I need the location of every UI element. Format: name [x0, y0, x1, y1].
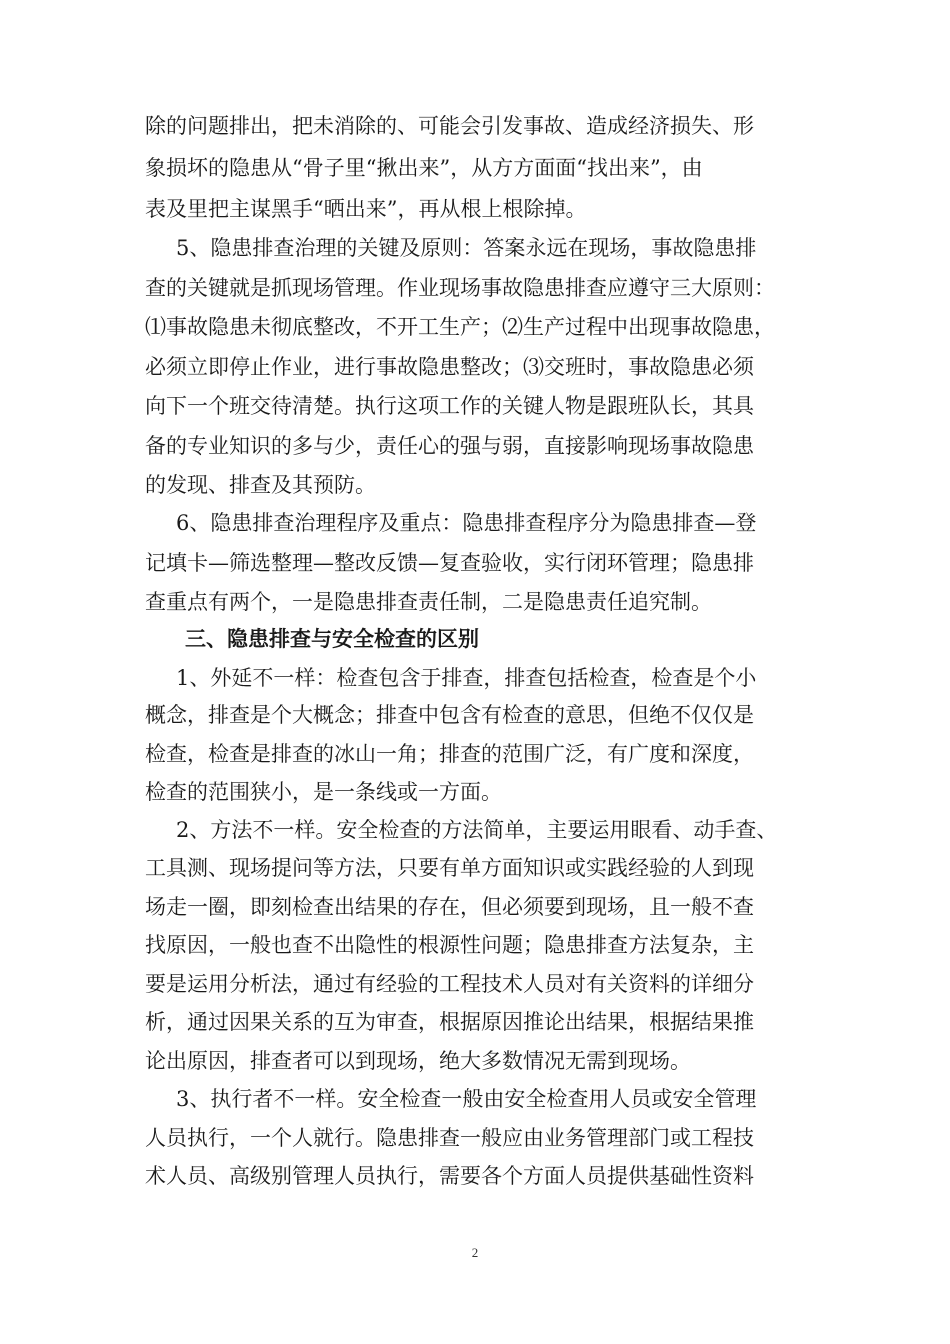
- text-line: 象损坏的隐患从“骨子里“揪出来”，从方方面面“找出来”，由: [145, 156, 703, 180]
- text-line: 备的专业知识的多与少，责任心的强与弱，直接影响现场事故隐患: [145, 434, 754, 458]
- text-line: 要是运用分析法，通过有经验的工程技术人员对有关资料的详细分: [145, 972, 754, 996]
- text-line: 查的关键就是抓现场管理。作业现场事故隐患排查应遵守三大原则：: [145, 276, 775, 300]
- text-line: 人员执行，一个人就行。隐患排查一般应由业务管理部门或工程技: [145, 1126, 754, 1150]
- text-line: 论出原因，排查者可以到现场，绝大多数情况无需到现场。: [145, 1049, 691, 1073]
- paragraph-2-start: 2、方法不一样。安全检查的方法简单，主要运用眼看、动手查、: [176, 818, 778, 842]
- text-line: ⑴事故隐患未彻底整改，不开工生产；⑵生产过程中出现事故隐患，: [145, 315, 775, 339]
- text-line: 析，通过因果关系的互为审查，根据原因推论出结果，根据结果推: [145, 1010, 754, 1034]
- text-line: 除的问题排出，把未消除的、可能会引发事故、造成经济损失、形: [145, 114, 754, 138]
- paragraph-6-start: 6、隐患排查治理程序及重点：隐患排查程序分为隐患排查—登: [176, 511, 757, 535]
- text-line: 场走一圈，即刻检查出结果的存在，但必须要到现场，且一般不查: [145, 895, 754, 919]
- text-line: 概念，排查是个大概念；排查中包含有检查的意思，但绝不仅仅是: [145, 703, 754, 727]
- paragraph-1-start: 1、外延不一样：检查包含于排查，排查包括检查，检查是个小: [176, 666, 757, 690]
- paragraph-3-start: 3、执行者不一样。安全检查一般由安全检查用人员或安全管理: [176, 1087, 757, 1111]
- text-line: 查重点有两个，一是隐患排查责任制，二是隐患责任追究制。: [145, 590, 712, 614]
- text-line: 表及里把主谋黑手“晒出来”，再从根上根除掉。: [145, 197, 587, 221]
- page-number: 2: [471, 1245, 479, 1260]
- text-line: 必须立即停止作业，进行事故隐患整改；⑶交班时，事故隐患必须: [145, 355, 754, 379]
- text-line: 工具测、现场提问等方法，只要有单方面知识或实践经验的人到现: [145, 856, 754, 880]
- text-line: 检查，检查是排查的冰山一角；排查的范围广泛，有广度和深度，: [145, 742, 754, 766]
- text-line: 向下一个班交待清楚。执行这项工作的关键人物是跟班队长，其具: [145, 394, 754, 418]
- text-line: 术人员、高级别管理人员执行，需要各个方面人员提供基础性资料: [145, 1164, 754, 1188]
- text-line: 找原因，一般也查不出隐性的根源性问题；隐患排查方法复杂，主: [145, 933, 754, 957]
- text-line: 记填卡—筛选整理—整改反馈—复查验收，实行闭环管理；隐患排: [145, 551, 754, 575]
- text-line: 的发现、排查及其预防。: [145, 473, 376, 497]
- text-line: 检查的范围狭小，是一条线或一方面。: [145, 780, 502, 804]
- section-heading: 三、隐患排查与安全检查的区别: [185, 626, 479, 651]
- paragraph-5-start: 5、隐患排查治理的关键及原则：答案永远在现场，事故隐患排: [176, 236, 757, 260]
